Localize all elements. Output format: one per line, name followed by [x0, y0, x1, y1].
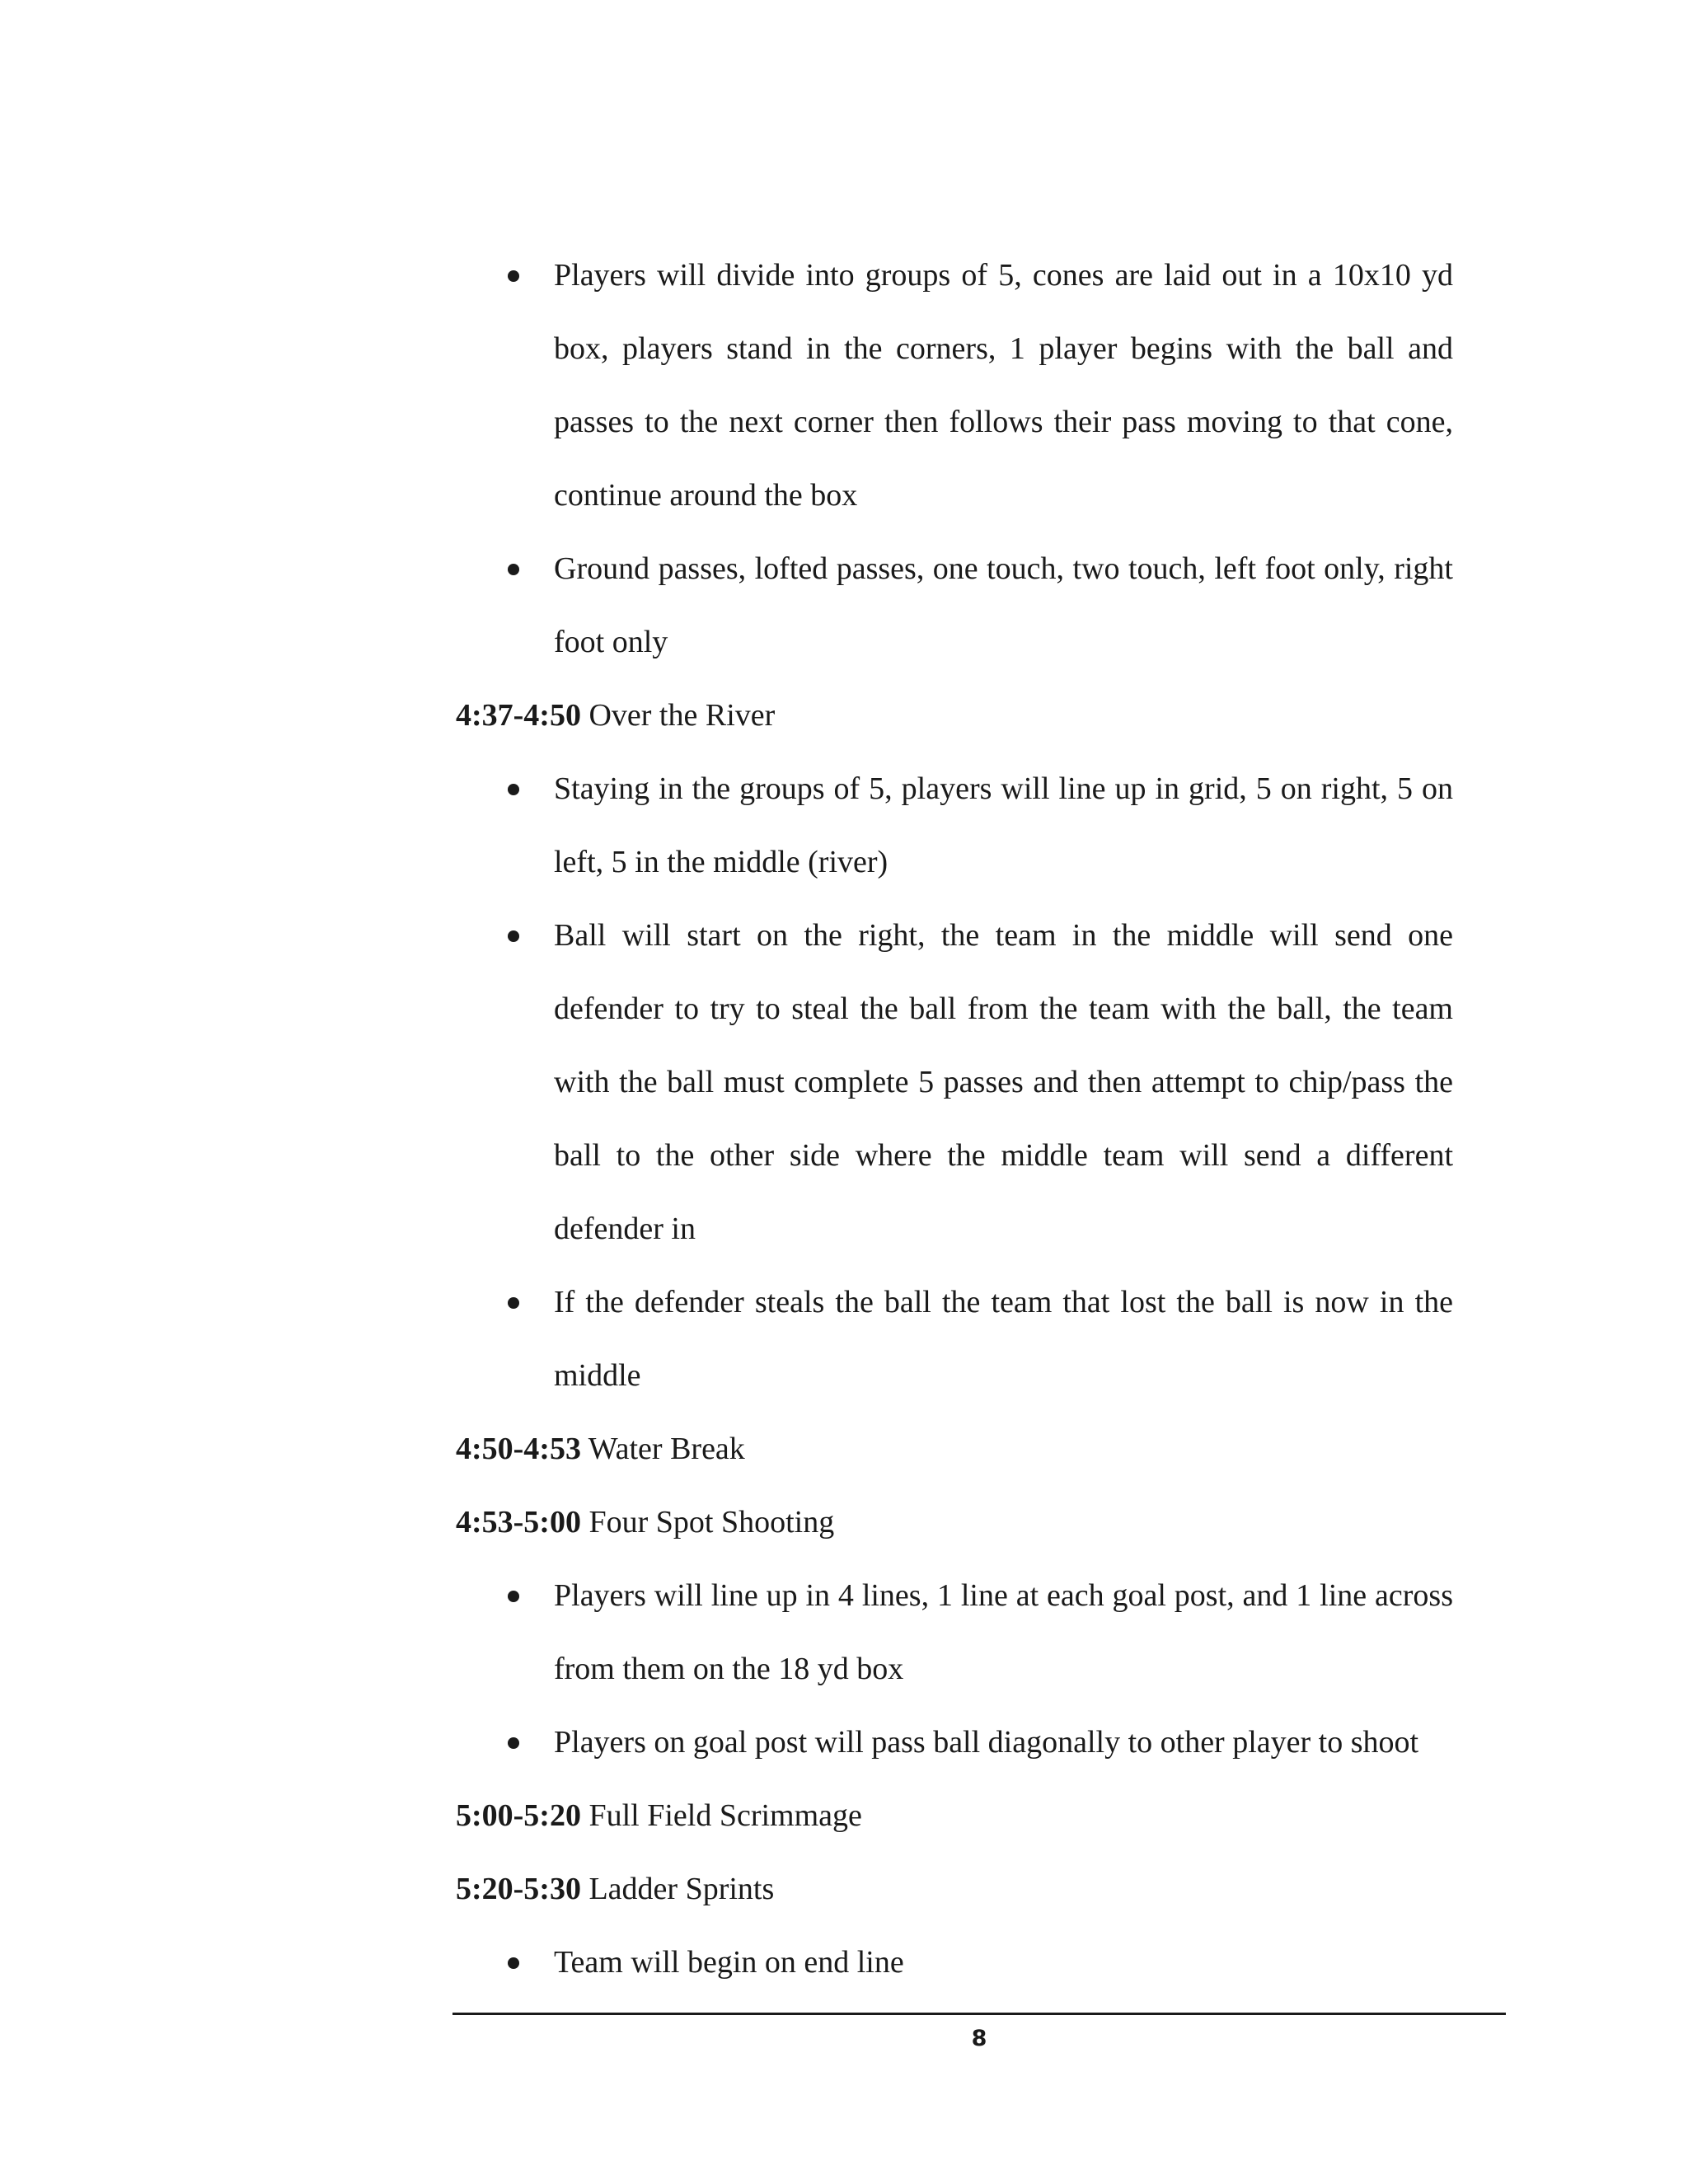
- section-heading: [456, 1486, 1453, 1559]
- bullet-icon: [508, 1297, 519, 1309]
- section-heading: [456, 1779, 1453, 1853]
- section-title: Full Field Scrimmage: [588, 1798, 862, 1833]
- bullet-text: Ball will start on the right, the team in the middle will send one defender to try to steal the ball from the team with the ball, the team with the ball must complete 5 passes and then attempt to chip/pass the ball to the other side where the middle team will send a different defender in: [554, 918, 1453, 1246]
- bullet-icon: [508, 1957, 519, 1969]
- bullet-list: [456, 752, 1453, 1413]
- bullet-list: [456, 1559, 1453, 1779]
- section-title: Ladder Sprints: [588, 1872, 775, 1906]
- bullet-icon: [508, 270, 519, 282]
- bullet-text: Staying in the groups of 5, players will line up in grid, 5 on right, 5 on left, 5 in the middle (river): [554, 771, 1453, 879]
- section-heading: [456, 1853, 1453, 1926]
- bullet-text: Players will line up in 4 lines, 1 line at each goal post, and 1 line across from them on the 18 yd box: [554, 1578, 1453, 1686]
- section-time: 5:00-5:20: [456, 1798, 581, 1833]
- bullet-item: [456, 1266, 1453, 1413]
- section-title: Four Spot Shooting: [588, 1505, 835, 1540]
- footer-divider: [452, 2013, 1506, 2015]
- bullet-item: [456, 752, 1453, 899]
- section-heading: [456, 1413, 1453, 1486]
- page-number: 8: [971, 2026, 987, 2051]
- bullet-icon: [508, 930, 519, 942]
- bullet-icon: [508, 1737, 519, 1749]
- bullet-item: [456, 1706, 1453, 1779]
- bullet-text: Players on goal post will pass ball diagonally to other player to shoot: [554, 1725, 1419, 1760]
- page-content: [456, 239, 1453, 1999]
- bullet-item: [456, 532, 1453, 679]
- bullet-item: [456, 239, 1453, 532]
- bullet-item: [456, 899, 1453, 1266]
- section-time: 4:53-5:00: [456, 1505, 581, 1540]
- section-time: 4:50-4:53: [456, 1432, 581, 1466]
- bullet-list: [456, 1926, 1453, 1999]
- bullet-icon: [508, 1591, 519, 1602]
- section-time: 4:37-4:50: [456, 698, 581, 733]
- bullet-icon: [508, 564, 519, 575]
- bullet-text: Players will divide into groups of 5, cones are laid out in a 10x10 yd box, players stand in the corners, 1 player begins with the ball and passes to the next corner then follows their pass moving to that cone, continue around the box: [554, 258, 1453, 513]
- bullet-list: [456, 239, 1453, 679]
- bullet-text: If the defender steals the ball the team that lost the ball is now in the middle: [554, 1285, 1453, 1393]
- bullet-item: [456, 1926, 1453, 1999]
- section-title: Water Break: [588, 1432, 745, 1466]
- bullet-text: Team will begin on end line: [554, 1945, 904, 1980]
- bullet-text: Ground passes, lofted passes, one touch, two touch, left foot only, right foot only: [554, 551, 1453, 659]
- bullet-icon: [508, 784, 519, 795]
- section-heading: [456, 679, 1453, 752]
- section-title: Over the River: [588, 698, 776, 733]
- bullet-item: [456, 1559, 1453, 1706]
- section-time: 5:20-5:30: [456, 1872, 581, 1906]
